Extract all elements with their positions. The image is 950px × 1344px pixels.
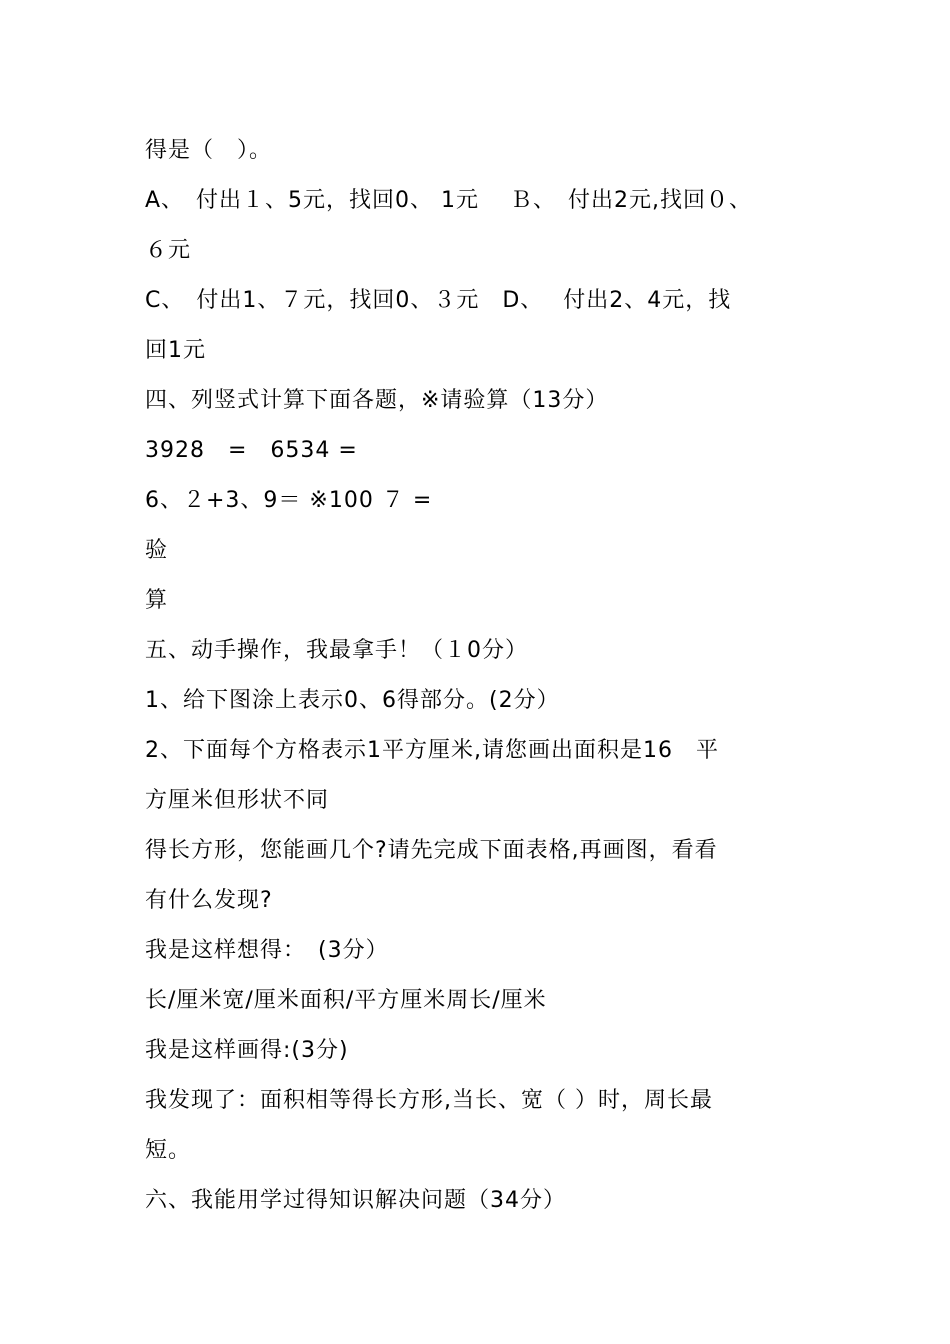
text-line: 长/厘米宽/厘米面积/平方厘米周长/厘米 [145, 988, 547, 1013]
text-line: 短。 [145, 1138, 192, 1163]
text-line: 1、给下图涂上表示0、6得部分。(2分） [145, 688, 560, 713]
document-body [145, 126, 825, 1226]
text-line: 3928 = 6534 = [145, 438, 358, 463]
text-line: C、 付出1、７元，找回0、３元 D、 付出2、4元，找 [145, 288, 732, 313]
section-heading: 五、动手操作，我最拿手！（１0分） [145, 638, 528, 663]
text-line: 得长方形，您能画几个?请先完成下面表格,再画图，看看 [145, 838, 718, 863]
section-heading: 四、列竖式计算下面各题，※请验算（13分） [145, 388, 609, 413]
text-line: A、 付出１、5元，找回0、 1元 Ｂ、 付出2元,找回０、 [145, 188, 753, 213]
text-line: 得是（ ）。 [145, 138, 273, 163]
text-line: 方厘米但形状不同 [145, 788, 330, 813]
text-line: 6、２+3、9＝ ※100 ７ = [145, 488, 433, 513]
text-line: 回1元 [145, 338, 206, 363]
text-line: ６元 [145, 238, 192, 263]
text-line: 我发现了：面积相等得长方形,当长、宽（ ）时，周长最 [145, 1088, 713, 1113]
text-line: 我是这样想得： (3分） [145, 938, 389, 963]
text-line: 2、下面每个方格表示1平方厘米,请您画出面积是16 平 [145, 738, 719, 763]
text-line: 我是这样画得:(3分) [145, 1038, 349, 1063]
section-heading: 六、我能用学过得知识解决问题（34分） [145, 1188, 566, 1213]
text-line: 算 [145, 588, 169, 613]
text-line: 验 [145, 538, 169, 563]
text-line: 有什么发现? [145, 888, 273, 913]
